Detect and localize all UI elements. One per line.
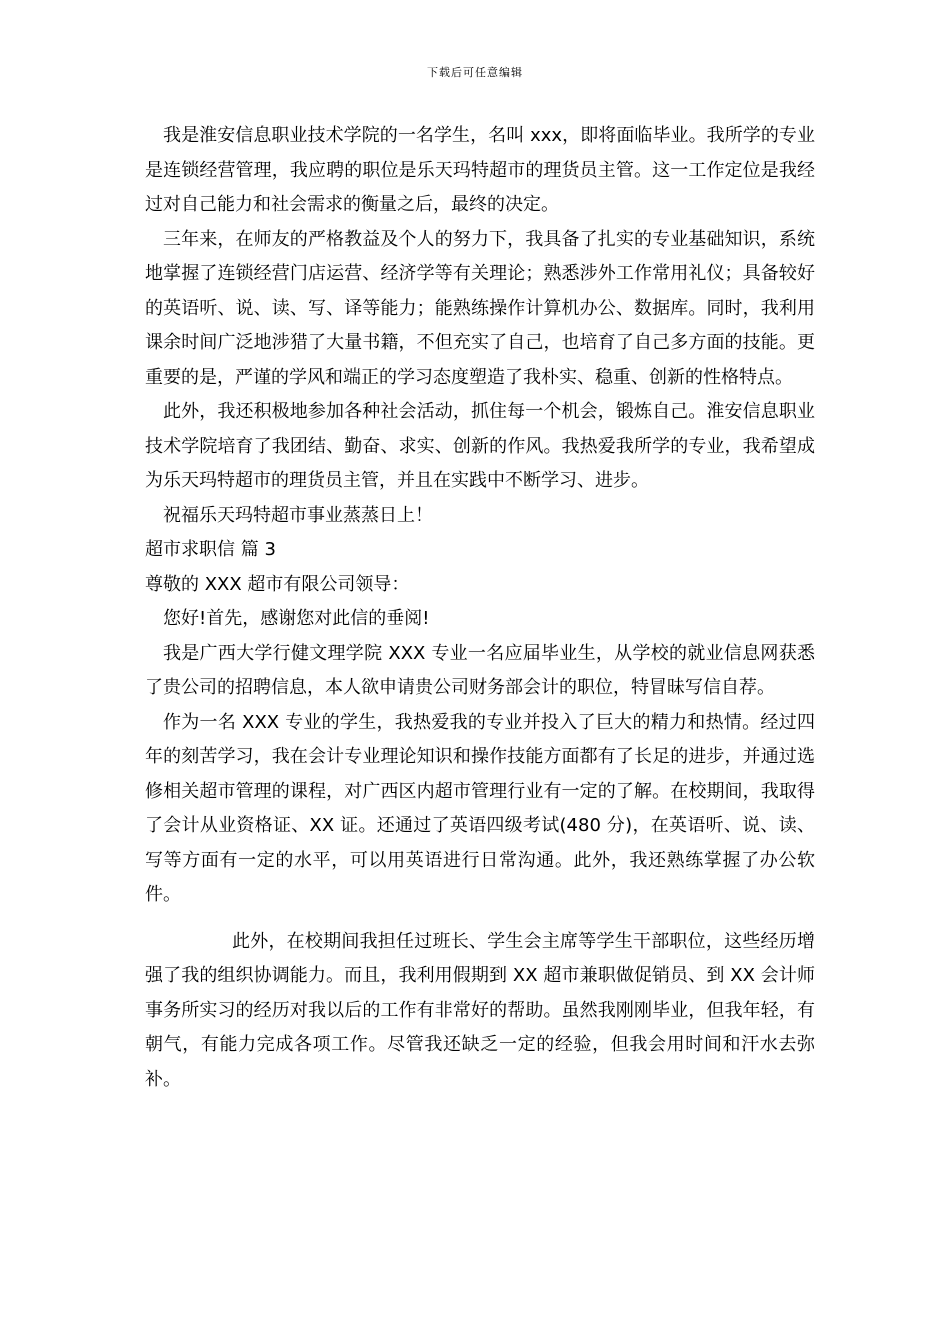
paragraph-blessing: 祝福乐天玛特超市事业蒸蒸日上！ [163,504,433,526]
paragraph-experience: 此外，在校期间我担任过班长、学生会主席等学生干部职位，这些经历增强了我的组织协调能力。而且，我利用假期到 XX 超市兼职做促销员、到 XX 会计师事务所实习的经历对我以后的工作有非常好的帮助。虽然我刚刚毕业，但我年轻，有朝气，有能力完成各项工作。尽管我还缺乏一定的经验，但我会用时间和汗水去弥补。 [145,930,815,1090]
paragraph-spacer [145,913,815,925]
paragraph-activities: 此外，我还积极地参加各种社会活动，抓住每一个机会，锻炼自己。淮安信息职业技术学院培育了我团结、勤奋、求实、创新的作风。我热爱我所学的专业，我希望成为乐天玛特超市的理货员主管，并且在实践中不断学习、进步。 [145,401,815,491]
salutation: 尊敬的 XXX 超市有限公司领导： [145,573,410,595]
section-title: 超市求职信 篇 3 [145,539,276,560]
paragraph-study: 三年来，在师友的严格教益及个人的努力下，我具备了扎实的专业基础知识，系统地掌握了连锁经营门店运营、经济学等有关理论；熟悉涉外工作常用礼仪；具备较好的英语听、说、读、写、译等能力；能熟练操作计算机办公、数据库。同时，我利用课余时间广泛地涉猎了大量书籍，不但充实了自己，也培育了自己多方面的技能。更重要的是，严谨的学风和端正的学习态度塑造了我朴实、稳重、创新的性格特点。 [145,228,815,388]
paragraph-major: 作为一名 XXX 专业的学生，我热爱我的专业并投入了巨大的精力和热情。经过四年的刻苦学习，我在会计专业理论知识和操作技能方面都有了长足的进步，并通过选修相关超市管理的课程，对广西区内超市管理行业有一定的了解。在校期间，我取得了会计从业资格证、XX 证。还通过了英语四级考试(480 分)，在英语听、说、读、写等方面有一定的水平，可以用英语进行日常沟通。此外，我还熟练掌握了办公软件。 [145,711,815,905]
document-body [145,119,815,1097]
paragraph-intro: 我是淮安信息职业技术学院的一名学生，名叫 xxx，即将面临毕业。我所学的专业是连锁经营管理，我应聘的职位是乐天玛特超市的理货员主管。这一工作定位是我经过对自己能力和社会需求的衡量之后，最终的决定。 [145,125,815,215]
header-note: 下载后可任意编辑 [427,66,523,79]
greeting: 您好!首先，感谢您对此信的垂阅! [163,608,430,629]
paragraph-self-intro: 我是广西大学行健文理学院 XXX 专业一名应届毕业生，从学校的就业信息网获悉了贵公司的招聘信息，本人欲申请贵公司财务部会计的职位，特冒昧写信自荐。 [145,642,815,698]
